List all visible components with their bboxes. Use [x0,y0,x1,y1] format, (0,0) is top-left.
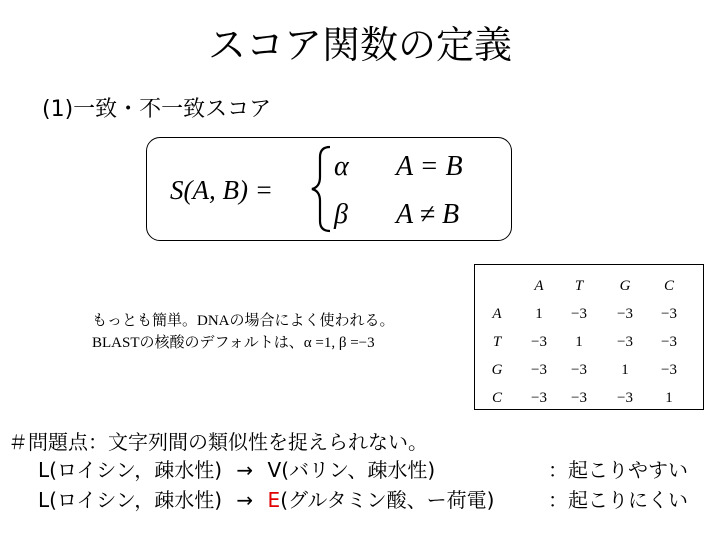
matrix-cell: −3 [661,334,677,350]
matrix-row-header: T [492,334,502,350]
matrix-cell: 1 [621,362,629,378]
matrix-cell: −3 [661,362,677,378]
matrix-cell: −3 [531,390,547,406]
matrix-cell: −3 [617,334,633,350]
matrix-row-header: C [491,390,503,406]
matrix-column-header: A [534,278,544,294]
matrix-cell: −3 [531,362,547,378]
example-to: (バリン、疎水性) [281,458,436,482]
case-1-condition: A = B [396,151,463,182]
note-line: BLASTの核酸のデフォルトは、α =1, β =−3 [92,335,375,351]
matrix-cell: −3 [617,306,633,322]
score-matrix [474,264,704,410]
example-result: ：起こりやすい [548,458,688,482]
brace-icon [312,147,330,231]
example-to-letter: E [267,488,281,512]
matrix-column-header: G [619,278,631,294]
example-from: L(ロイシン，疎水性) [38,488,223,512]
matrix-column-header: T [574,278,584,294]
matrix-cell: 1 [575,334,583,350]
matrix-cell: −3 [571,362,587,378]
matrix-cell: 1 [535,306,543,322]
case-2-value: β [334,199,348,230]
note-line: もっとも簡単。DNAの場合によく使われる。 [92,313,395,329]
matrix-cell: −3 [531,334,547,350]
example-from: L(ロイシン，疎水性) [38,458,223,482]
slide-title: スコア関数の定義 [207,23,512,67]
matrix-cell: −3 [571,306,587,322]
case-1-value: α [334,151,349,182]
example-to: (グルタミン酸、ー荷電) [280,488,495,512]
score-formula [146,137,512,241]
problem-statement: ＃問題点：文字列間の類似性を捉えられない。 [8,430,428,454]
matrix-cell: 1 [665,390,673,406]
matrix-cell: −3 [571,390,587,406]
matrix-row-header: A [492,306,502,322]
example-row [38,454,435,483]
matrix-column-header: C [663,278,675,294]
section-heading: (1)一致・不一致スコア [42,97,272,122]
matrix-cell: −3 [661,306,677,322]
matrix-cell: −3 [617,390,633,406]
formula-lhs: S(A, B) = [170,175,273,205]
example-row [38,484,494,513]
matrix-row-header: G [491,362,503,378]
example-result: ：起こりにくい [548,488,688,512]
example-to-letter: V [267,458,282,482]
case-2-condition: A ≠ B [396,199,460,230]
arrow-icon: → [236,488,254,512]
arrow-icon: → [236,458,254,482]
